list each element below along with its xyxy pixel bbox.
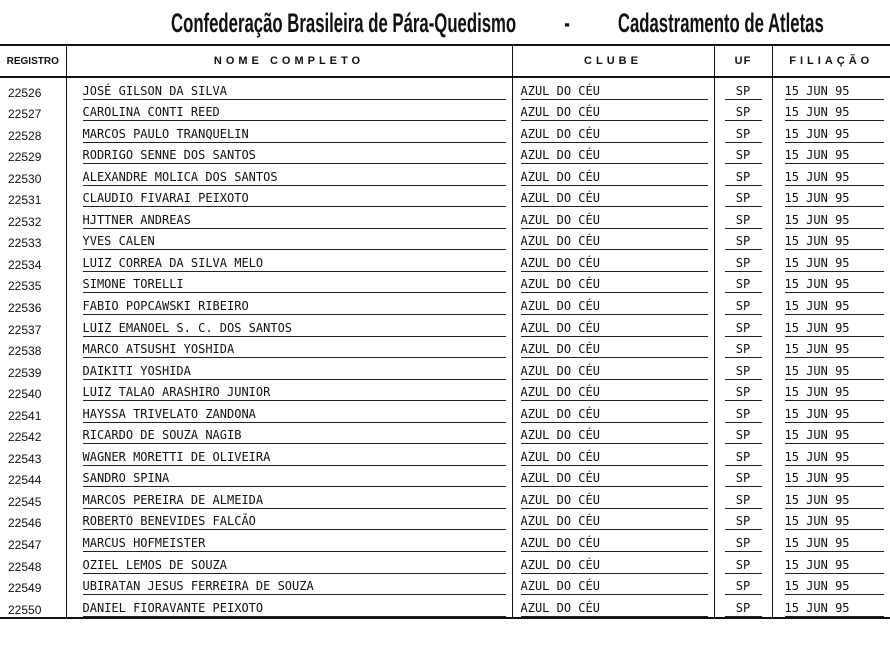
registro-cell: 22530	[8, 171, 42, 186]
filiacao-cell	[772, 358, 890, 380]
nome-cell-text: HAYSSA TRIVELATO ZANDONA	[83, 407, 506, 423]
clube-cell	[512, 77, 714, 100]
uf-cell-text: SP	[725, 514, 762, 530]
registro-cell: 22528	[8, 128, 42, 143]
clube-cell	[512, 100, 714, 122]
nome-cell-text: WAGNER MORETTI DE OLIVEIRA	[83, 450, 506, 466]
clube-cell	[512, 121, 714, 143]
uf-cell	[714, 100, 772, 122]
filiacao-cell-text: 15 JUN 95	[785, 105, 885, 121]
nome-cell	[66, 552, 512, 574]
clube-cell	[512, 401, 714, 423]
filiacao-cell-text: 15 JUN 95	[785, 493, 885, 509]
registro-cell: 22545	[8, 494, 42, 509]
filiacao-cell-text: 15 JUN 95	[785, 191, 885, 207]
uf-cell-text: SP	[725, 493, 762, 509]
nome-cell	[66, 143, 512, 165]
nome-cell-text: MARCOS PAULO TRANQUELIN	[83, 127, 506, 143]
title-separator: -	[564, 8, 570, 38]
clube-cell	[512, 552, 714, 574]
clube-cell	[512, 444, 714, 466]
uf-cell	[714, 164, 772, 186]
uf-cell-text: SP	[725, 364, 762, 380]
nome-cell	[66, 229, 512, 251]
table-row	[0, 423, 890, 445]
table-row	[0, 250, 890, 272]
table-row	[0, 164, 890, 186]
uf-cell	[714, 207, 772, 229]
nome-cell	[66, 509, 512, 531]
uf-cell-text: SP	[725, 579, 762, 595]
nome-cell-text: FABIO POPCAWSKI RIBEIRO	[83, 299, 506, 315]
athlete-registry-table	[0, 44, 890, 619]
clube-cell-text: AZUL DO CÉU	[521, 148, 708, 164]
uf-cell-text: SP	[725, 234, 762, 250]
filiacao-cell	[772, 186, 890, 208]
filiacao-cell	[772, 509, 890, 531]
uf-cell	[714, 574, 772, 596]
registro-cell: 22533	[8, 236, 42, 251]
col-header-registro: REGISTRO	[0, 45, 66, 77]
registro-cell: 22549	[8, 581, 42, 596]
uf-cell	[714, 509, 772, 531]
clube-cell	[512, 207, 714, 229]
uf-cell	[714, 337, 772, 359]
table-row	[0, 444, 890, 466]
nome-cell	[66, 358, 512, 380]
table-row	[0, 207, 890, 229]
table-row	[0, 272, 890, 294]
clube-cell	[512, 164, 714, 186]
table-row	[0, 77, 890, 100]
clube-cell-text: AZUL DO CÉU	[521, 105, 708, 121]
nome-cell-text: CAROLINA CONTI REED	[83, 105, 506, 121]
filiacao-cell	[772, 100, 890, 122]
nome-cell	[66, 293, 512, 315]
clube-cell-text: AZUL DO CÉU	[521, 450, 708, 466]
nome-cell	[66, 250, 512, 272]
nome-cell	[66, 164, 512, 186]
table-row	[0, 337, 890, 359]
registro-cell: 22531	[8, 193, 42, 208]
nome-cell	[66, 574, 512, 596]
filiacao-cell-text: 15 JUN 95	[785, 450, 885, 466]
clube-cell	[512, 250, 714, 272]
nome-cell-text: DANIEL FIORAVANTE PEIXOTO	[83, 601, 506, 617]
uf-cell-text: SP	[725, 213, 762, 229]
uf-cell	[714, 423, 772, 445]
clube-cell-text: AZUL DO CÉU	[521, 234, 708, 250]
table-row	[0, 143, 890, 165]
filiacao-cell	[772, 315, 890, 337]
registro-cell: 22548	[8, 559, 42, 574]
filiacao-cell	[772, 250, 890, 272]
filiacao-cell-text: 15 JUN 95	[785, 127, 885, 143]
filiacao-cell-text: 15 JUN 95	[785, 385, 885, 401]
clube-cell	[512, 466, 714, 488]
filiacao-cell	[772, 487, 890, 509]
filiacao-cell-text: 15 JUN 95	[785, 514, 885, 530]
registro-cell: 22547	[8, 538, 42, 553]
table-row	[0, 595, 890, 618]
table-row	[0, 574, 890, 596]
filiacao-cell-text: 15 JUN 95	[785, 364, 885, 380]
title-federation: Confederação Brasileira de Pára-Quedismo	[171, 8, 517, 38]
filiacao-cell	[772, 272, 890, 294]
uf-cell	[714, 121, 772, 143]
registro-cell: 22527	[8, 107, 42, 122]
uf-cell-text: SP	[725, 558, 762, 574]
uf-cell	[714, 315, 772, 337]
clube-cell	[512, 315, 714, 337]
clube-cell	[512, 487, 714, 509]
clube-cell-text: AZUL DO CÉU	[521, 256, 708, 272]
table-row	[0, 229, 890, 251]
table-row	[0, 315, 890, 337]
uf-cell	[714, 272, 772, 294]
clube-cell	[512, 272, 714, 294]
clube-cell-text: AZUL DO CÉU	[521, 127, 708, 143]
filiacao-cell-text: 15 JUN 95	[785, 148, 885, 164]
nome-cell-text: SIMONE TORELLI	[83, 277, 506, 293]
filiacao-cell-text: 15 JUN 95	[785, 299, 885, 315]
col-header-clube: CLUBE	[512, 45, 714, 77]
uf-cell-text: SP	[725, 601, 762, 617]
clube-cell-text: AZUL DO CÉU	[521, 493, 708, 509]
filiacao-cell-text: 15 JUN 95	[785, 471, 885, 487]
registro-cell: 22539	[8, 365, 42, 380]
nome-cell	[66, 466, 512, 488]
table-header-row	[0, 45, 890, 77]
filiacao-cell-text: 15 JUN 95	[785, 84, 885, 100]
table-row	[0, 509, 890, 531]
clube-cell	[512, 337, 714, 359]
filiacao-cell	[772, 229, 890, 251]
col-header-nome: NOME COMPLETO	[66, 45, 512, 77]
clube-cell	[512, 229, 714, 251]
uf-cell-text: SP	[725, 342, 762, 358]
registro-cell: 22550	[0, 595, 66, 618]
filiacao-cell	[772, 143, 890, 165]
nome-cell	[66, 337, 512, 359]
clube-cell	[512, 380, 714, 402]
clube-cell-text: AZUL DO CÉU	[521, 170, 708, 186]
nome-cell-text: UBIRATAN JESUS FERREIRA DE SOUZA	[83, 579, 506, 595]
nome-cell	[66, 595, 512, 618]
nome-cell-text: MARCUS HOFMEISTER	[83, 536, 506, 552]
clube-cell	[512, 186, 714, 208]
filiacao-cell-text: 15 JUN 95	[785, 256, 885, 272]
uf-cell-text: SP	[725, 256, 762, 272]
table-row	[0, 552, 890, 574]
registro-cell: 22540	[8, 387, 42, 402]
uf-cell	[714, 250, 772, 272]
nome-cell-text: MARCOS PEREIRA DE ALMEIDA	[83, 493, 506, 509]
filiacao-cell	[772, 121, 890, 143]
uf-cell-text: SP	[725, 428, 762, 444]
filiacao-cell-text: 15 JUN 95	[785, 234, 885, 250]
filiacao-cell	[772, 552, 890, 574]
registro-cell: 22546	[8, 516, 42, 531]
table-row	[0, 121, 890, 143]
filiacao-cell	[772, 574, 890, 596]
nome-cell	[66, 315, 512, 337]
clube-cell-text: AZUL DO CÉU	[521, 514, 708, 530]
clube-cell-text: AZUL DO CÉU	[521, 321, 708, 337]
table-row	[0, 466, 890, 488]
registro-cell: 22543	[8, 451, 42, 466]
filiacao-cell-text: 15 JUN 95	[785, 321, 885, 337]
filiacao-cell-text: 15 JUN 95	[785, 342, 885, 358]
nome-cell-text: SANDRO SPINA	[83, 471, 506, 487]
clube-cell-text: AZUL DO CÉU	[521, 428, 708, 444]
clube-cell-text: AZUL DO CÉU	[521, 342, 708, 358]
clube-cell-text: AZUL DO CÉU	[521, 191, 708, 207]
uf-cell-text: SP	[725, 148, 762, 164]
title-section: Cadastramento de Atletas	[617, 8, 824, 38]
clube-cell	[512, 293, 714, 315]
col-header-filiacao: FILIAÇÃO	[772, 45, 890, 77]
uf-cell	[714, 444, 772, 466]
clube-cell-text: AZUL DO CÉU	[521, 213, 708, 229]
nome-cell-text: RICARDO DE SOUZA NAGIB	[83, 428, 506, 444]
uf-cell-text: SP	[725, 385, 762, 401]
nome-cell-text: MARCO ATSUSHI YOSHIDA	[83, 342, 506, 358]
clube-cell-text: AZUL DO CÉU	[521, 299, 708, 315]
clube-cell	[512, 143, 714, 165]
filiacao-cell	[772, 77, 890, 100]
filiacao-cell	[772, 595, 890, 618]
uf-cell-text: SP	[725, 277, 762, 293]
uf-cell	[714, 186, 772, 208]
nome-cell-text: RODRIGO SENNE DOS SANTOS	[83, 148, 506, 164]
registro-cell: 22535	[8, 279, 42, 294]
nome-cell	[66, 77, 512, 100]
filiacao-cell-text: 15 JUN 95	[785, 170, 885, 186]
registro-cell: 22541	[8, 408, 42, 423]
filiacao-cell-text: 15 JUN 95	[785, 428, 885, 444]
registro-cell: 22542	[8, 430, 42, 445]
uf-cell-text: SP	[725, 170, 762, 186]
filiacao-cell	[772, 164, 890, 186]
uf-cell	[714, 77, 772, 100]
nome-cell	[66, 186, 512, 208]
registro-cell: 22526	[8, 85, 42, 100]
uf-cell-text: SP	[725, 84, 762, 100]
uf-cell	[714, 143, 772, 165]
nome-cell-text: LUIZ CORREA DA SILVA MELO	[83, 256, 506, 272]
uf-cell-text: SP	[725, 407, 762, 423]
registro-cell: 22544	[8, 473, 42, 488]
filiacao-cell-text: 15 JUN 95	[785, 407, 885, 423]
nome-cell-text: LUIZ EMANOEL S. C. DOS SANTOS	[83, 321, 506, 337]
filiacao-cell	[772, 444, 890, 466]
clube-cell	[512, 595, 714, 618]
uf-cell	[714, 487, 772, 509]
filiacao-cell-text: 15 JUN 95	[785, 601, 885, 617]
table-row	[0, 530, 890, 552]
uf-cell-text: SP	[725, 105, 762, 121]
filiacao-cell	[772, 423, 890, 445]
uf-cell	[714, 380, 772, 402]
nome-cell	[66, 423, 512, 445]
nome-cell	[66, 444, 512, 466]
filiacao-cell	[772, 401, 890, 423]
filiacao-cell-text: 15 JUN 95	[785, 579, 885, 595]
nome-cell	[66, 121, 512, 143]
registro-cell: 22534	[8, 257, 42, 272]
uf-cell-text: SP	[725, 321, 762, 337]
nome-cell	[66, 100, 512, 122]
clube-cell-text: AZUL DO CÉU	[521, 471, 708, 487]
uf-cell	[714, 595, 772, 618]
filiacao-cell	[772, 337, 890, 359]
registro-cell: 22536	[8, 301, 42, 316]
nome-cell	[66, 207, 512, 229]
nome-cell-text: JOSÉ GILSON DA SILVA	[83, 84, 506, 100]
table-row	[0, 293, 890, 315]
nome-cell-text: ALEXANDRE MOLICA DOS SANTOS	[83, 170, 506, 186]
table-row	[0, 487, 890, 509]
filiacao-cell	[772, 207, 890, 229]
nome-cell-text: OZIEL LEMOS DE SOUZA	[83, 558, 506, 574]
filiacao-cell-text: 15 JUN 95	[785, 536, 885, 552]
uf-cell	[714, 466, 772, 488]
clube-cell-text: AZUL DO CÉU	[521, 579, 708, 595]
nome-cell-text: YVES CALEN	[83, 234, 506, 250]
uf-cell	[714, 358, 772, 380]
clube-cell-text: AZUL DO CÉU	[521, 407, 708, 423]
filiacao-cell	[772, 466, 890, 488]
table-row	[0, 358, 890, 380]
clube-cell-text: AZUL DO CÉU	[521, 385, 708, 401]
uf-cell-text: SP	[725, 536, 762, 552]
registro-cell: 22532	[8, 214, 42, 229]
table-row	[0, 100, 890, 122]
filiacao-cell-text: 15 JUN 95	[785, 277, 885, 293]
nome-cell-text: DAIKITI YOSHIDA	[83, 364, 506, 380]
filiacao-cell-text: 15 JUN 95	[785, 558, 885, 574]
uf-cell	[714, 293, 772, 315]
uf-cell-text: SP	[725, 127, 762, 143]
nome-cell	[66, 487, 512, 509]
clube-cell	[512, 530, 714, 552]
registro-cell: 22529	[8, 150, 42, 165]
uf-cell-text: SP	[725, 450, 762, 466]
clube-cell	[512, 509, 714, 531]
registro-cell: 22538	[8, 344, 42, 359]
filiacao-cell-text: 15 JUN 95	[785, 213, 885, 229]
uf-cell-text: SP	[725, 471, 762, 487]
clube-cell-text: AZUL DO CÉU	[521, 601, 708, 617]
clube-cell-text: AZUL DO CÉU	[521, 536, 708, 552]
nome-cell-text: ROBERTO BENEVIDES FALCÃO	[83, 514, 506, 530]
nome-cell-text: CLAUDIO FIVARAI PEIXOTO	[83, 191, 506, 207]
nome-cell	[66, 380, 512, 402]
filiacao-cell	[772, 380, 890, 402]
nome-cell	[66, 401, 512, 423]
col-header-uf: UF	[714, 45, 772, 77]
filiacao-cell	[772, 530, 890, 552]
nome-cell-text: LUIZ TALAO ARASHIRO JUNIOR	[83, 385, 506, 401]
clube-cell-text: AZUL DO CÉU	[521, 84, 708, 100]
clube-cell-text: AZUL DO CÉU	[521, 364, 708, 380]
table-row	[0, 401, 890, 423]
clube-cell	[512, 574, 714, 596]
table-row	[0, 380, 890, 402]
uf-cell	[714, 229, 772, 251]
registro-cell: 22537	[8, 322, 42, 337]
filiacao-cell	[772, 293, 890, 315]
uf-cell	[714, 552, 772, 574]
nome-cell	[66, 272, 512, 294]
table-row	[0, 186, 890, 208]
clube-cell-text: AZUL DO CÉU	[521, 277, 708, 293]
clube-cell	[512, 423, 714, 445]
uf-cell-text: SP	[725, 191, 762, 207]
uf-cell-text: SP	[725, 299, 762, 315]
uf-cell	[714, 530, 772, 552]
nome-cell-text: HJTTNER ANDREAS	[83, 213, 506, 229]
page-title	[171, 6, 824, 40]
nome-cell	[66, 530, 512, 552]
uf-cell	[714, 401, 772, 423]
clube-cell-text: AZUL DO CÉU	[521, 558, 708, 574]
clube-cell	[512, 358, 714, 380]
